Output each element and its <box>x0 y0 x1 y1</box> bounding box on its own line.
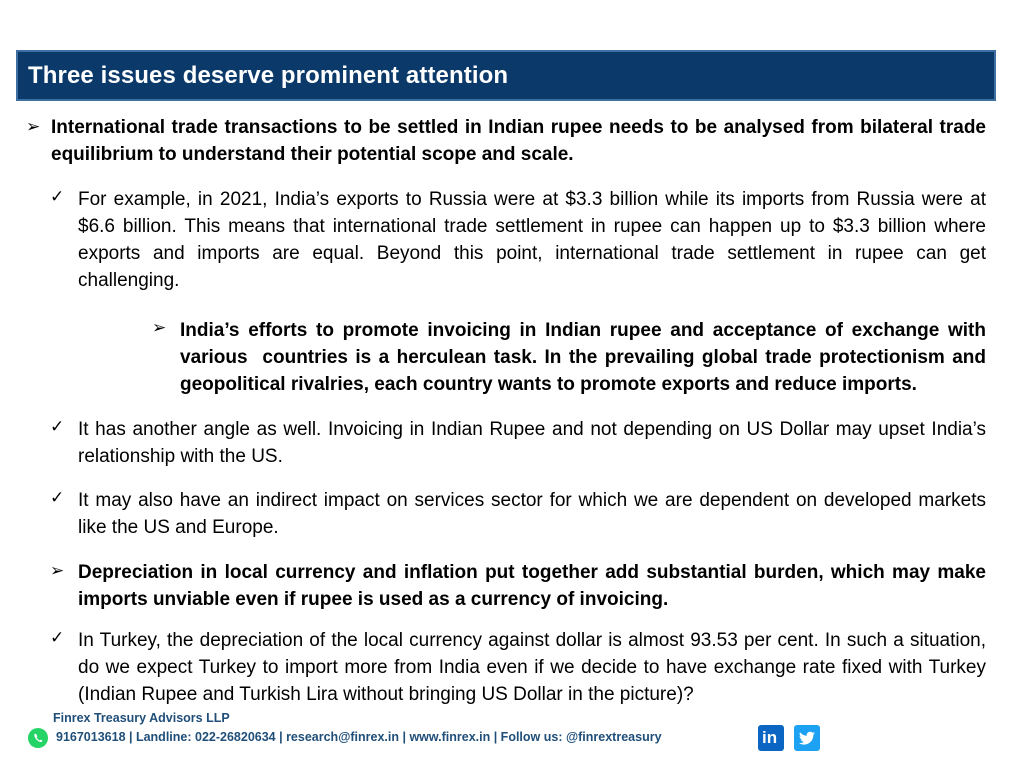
checkmark-icon: ✓ <box>50 417 65 436</box>
checkmark-icon: ✓ <box>50 488 65 507</box>
bullet-text: In Turkey, the depreciation of the local currency against dollar is almost 93.53 per cent. In such a situation, do we expect Turkey to import more from India even if we decide to have exchange rate fixed with Turkey (Indian Rupee and Turkish Lira without bringing US Dollar in the picture)? <box>78 630 986 705</box>
bullet-text: It may also have an indirect impact on services sector for which we are dependent on developed markets like the US and Europe. <box>78 490 986 538</box>
bullet-text: For example, in 2021, India’s exports to Russia were at $3.3 billion while its imports from Russia were at $6.6 billion. This means that international trade settlement in rupee can happen up to $3.3 billion where exports and imports are equal. Beyond this point, international trade settlement in rupee can get challenging. <box>78 189 986 291</box>
footer-contact-line: 9167013618 | Landline: 022-26820634 | research@finrex.in | www.finrex.in | Follow us: @finrextreasury <box>56 730 662 744</box>
bullet-text: Depreciation in local currency and inflation put together add substantial burden, which may make imports unviable even if rupee is used as a currency of invoicing. <box>78 562 986 610</box>
slide-title-bar <box>16 50 996 101</box>
bullet-text: International trade transactions to be settled in Indian rupee needs to be analysed from bilateral trade equilibrium to understand their potential scope and scale. <box>51 117 986 165</box>
linkedin-label: in <box>762 728 778 747</box>
linkedin-icon[interactable] <box>758 725 784 751</box>
arrow-bullet-icon: ➢ <box>152 318 167 337</box>
bullet-text: It has another angle as well. Invoicing in Indian Rupee and not depending on US Dollar may upset India’s relationship with the US. <box>78 419 986 467</box>
arrow-bullet-icon: ➢ <box>50 561 65 580</box>
whatsapp-icon[interactable] <box>27 727 49 749</box>
bullet-text: India’s efforts to promote invoicing in Indian rupee and acceptance of exchange with various countries is a herculean task. In the prevailing global trade protectionism and geopolitical rivalries, each country wants to promote exports and reduce imports. <box>180 320 992 395</box>
twitter-icon[interactable] <box>794 725 820 751</box>
checkmark-icon: ✓ <box>50 628 65 647</box>
twitter-bird-icon <box>794 725 820 751</box>
checkmark-icon: ✓ <box>50 187 65 206</box>
slide-title: Three issues deserve prominent attention <box>28 62 509 89</box>
arrow-bullet-icon: ➢ <box>26 117 41 136</box>
footer-company-name: Finrex Treasury Advisors LLP <box>53 711 230 725</box>
